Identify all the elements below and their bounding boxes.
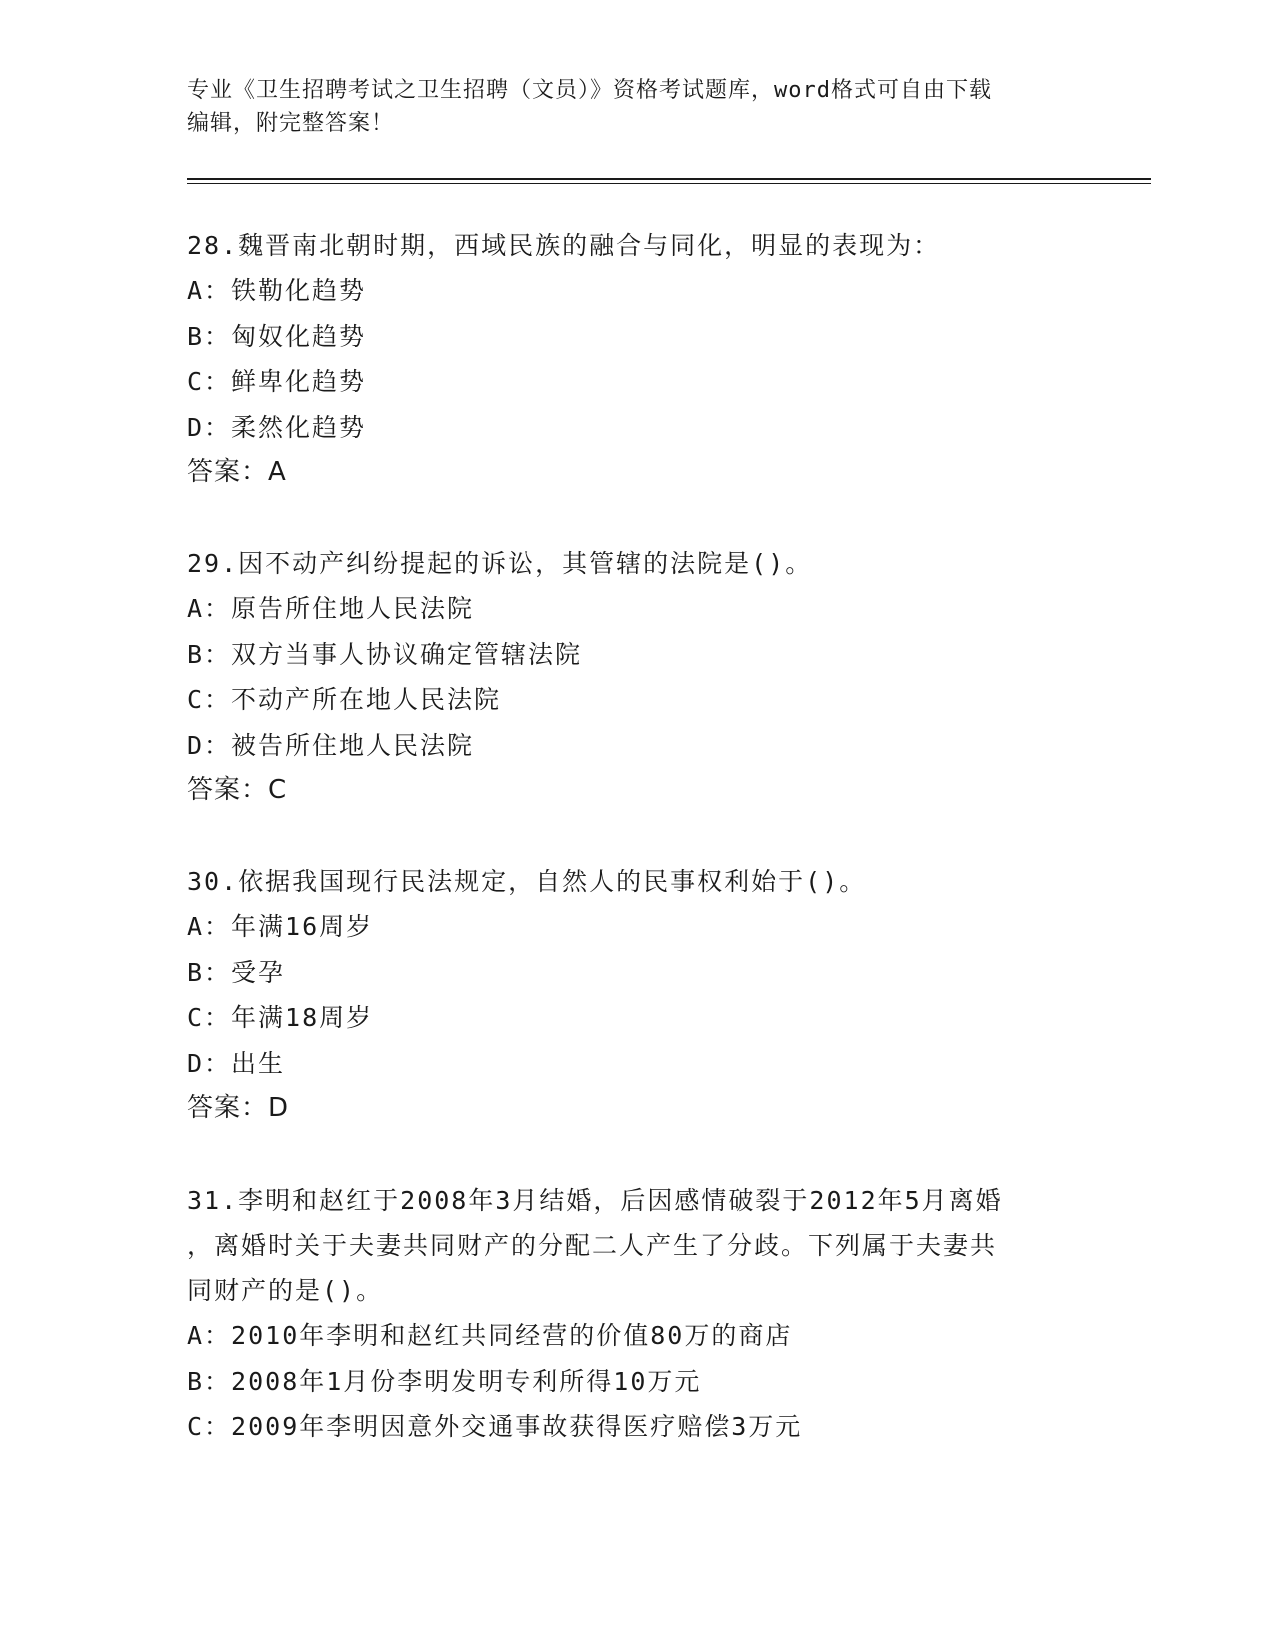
question-30: [187, 859, 1087, 1131]
option-c: C：不动产所在地人民法院: [187, 685, 502, 714]
option-c: C：鲜卑化趋势: [187, 367, 367, 396]
header-line-2: 编辑，附完整答案！: [187, 111, 395, 136]
option-c: C：2009年李明因意外交通事故获得医疗赔偿3万元: [187, 1412, 803, 1441]
question-stem-line-3: 同财产的是()。: [187, 1276, 384, 1305]
document-header: [187, 74, 1087, 140]
question-31: [187, 1178, 1087, 1450]
option-a: A：2010年李明和赵红共同经营的价值80万的商店: [187, 1321, 793, 1350]
option-c: C：年满18周岁: [187, 1003, 374, 1032]
question-28: [187, 223, 1087, 495]
option-a: A：年满16周岁: [187, 912, 374, 941]
option-a: A：铁勒化趋势: [187, 276, 367, 305]
option-b: B：匈奴化趋势: [187, 321, 367, 351]
answer: 答案：C: [187, 775, 288, 805]
option-d: D：出生: [187, 1048, 286, 1078]
option-d: D：柔然化趋势: [187, 412, 367, 442]
header-line-1: 专业《卫生招聘考试之卫生招聘（文员）》资格考试题库，word格式可自由下载: [187, 78, 992, 103]
header-divider: [187, 178, 1151, 184]
question-stem-line-2: ，离婚时关于夫妻共同财产的分配二人产生了分歧。下列属于夫妻共: [187, 1231, 998, 1260]
answer: 答案：D: [187, 1093, 290, 1123]
option-b: B：受孕: [187, 957, 286, 987]
option-b: B：双方当事人协议确定管辖法院: [187, 639, 583, 669]
option-d: D：被告所住地人民法院: [187, 730, 475, 760]
question-stem: 29.因不动产纠纷提起的诉讼，其管辖的法院是()。: [187, 549, 813, 578]
answer: 答案：A: [187, 457, 287, 487]
question-stem: 28.魏晋南北朝时期，西域民族的融合与同化，明显的表现为：: [187, 231, 941, 260]
question-stem: 30.依据我国现行民法规定，自然人的民事权利始于()。: [187, 867, 867, 896]
option-b: B：2008年1月份李明发明专利所得10万元: [187, 1366, 702, 1396]
question-stem-line-1: 31.李明和赵红于2008年3月结婚，后因感情破裂于2012年5月离婚: [187, 1186, 1003, 1215]
option-a: A：原告所住地人民法院: [187, 594, 475, 623]
question-29: [187, 541, 1087, 813]
